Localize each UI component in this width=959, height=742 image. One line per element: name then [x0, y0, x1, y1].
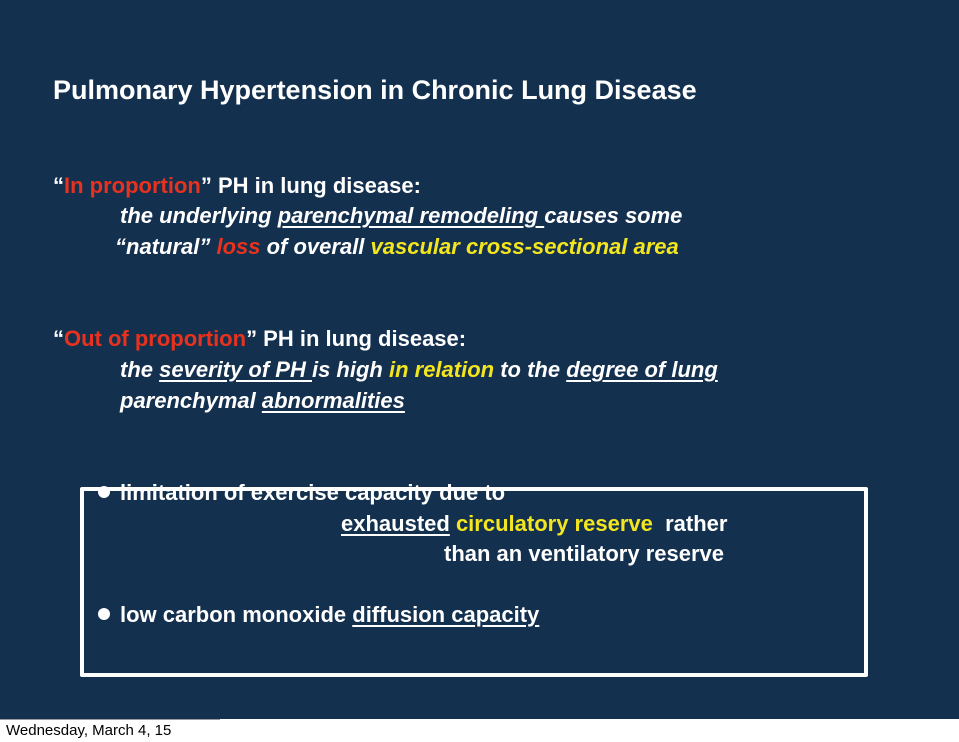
section1-line2-end: causes some	[544, 203, 683, 228]
is-high-text: is high	[311, 357, 389, 382]
section2-line3	[120, 388, 405, 414]
section1-heading-rest: PH in lung disease:	[211, 173, 421, 198]
section1-heading	[53, 173, 421, 199]
bullet1-text: limitation of exercise capacity due to	[120, 480, 506, 505]
section1-close-quote: ”	[200, 173, 212, 198]
section2-heading-rest: PH in lung disease:	[257, 326, 467, 351]
section2-close-quote: ”	[246, 326, 258, 351]
section2-label: Out of proportion	[64, 326, 247, 351]
section1-open-quote: “	[53, 173, 64, 198]
section1-line2	[120, 203, 682, 229]
bullet1-line3: than an ventilatory reserve	[444, 541, 725, 566]
in-relation-text: in relation	[388, 357, 495, 382]
severity-of-ph-text: severity of PH	[159, 357, 312, 382]
section1-label: In proportion	[64, 173, 201, 198]
rather-text: rather	[652, 511, 728, 536]
bullet-icon	[98, 486, 110, 498]
section2-line2-text: the	[120, 357, 160, 382]
degree-of-lung-text: degree of lung	[566, 357, 718, 382]
diffusion-capacity-text: diffusion capacity	[352, 602, 540, 627]
footer-divider	[0, 719, 220, 720]
bullet1-line2	[341, 511, 727, 537]
loss-text: loss	[210, 234, 261, 259]
section2-heading	[53, 326, 466, 352]
bullet-icon	[98, 608, 110, 620]
natural-text: “natural”	[115, 234, 211, 259]
parenchymal-remodeling-text: parenchymal remodeling	[277, 203, 545, 228]
parenchymal-text: parenchymal	[120, 388, 262, 413]
circulatory-reserve-text: circulatory reserve	[449, 511, 653, 536]
vascular-area-text: vascular cross-sectional area	[370, 234, 679, 259]
to-the-text: to the	[494, 357, 567, 382]
section1-line2-text: the underlying	[120, 203, 278, 228]
bullet2	[98, 602, 539, 628]
bullet2-text: low carbon monoxide	[120, 602, 353, 627]
bullet1-line1	[98, 480, 505, 506]
section1-line3-mid: of overall	[260, 234, 371, 259]
section2-open-quote: “	[53, 326, 64, 351]
exhausted-text: exhausted	[341, 511, 450, 536]
footer-date: Wednesday, March 4, 15	[6, 722, 172, 739]
slide-title: Pulmonary Hypertension in Chronic Lung Disease	[53, 75, 697, 105]
section2-line2	[120, 357, 718, 383]
section1-line3	[115, 234, 679, 260]
abnormalities-text: abnormalities	[261, 388, 405, 413]
